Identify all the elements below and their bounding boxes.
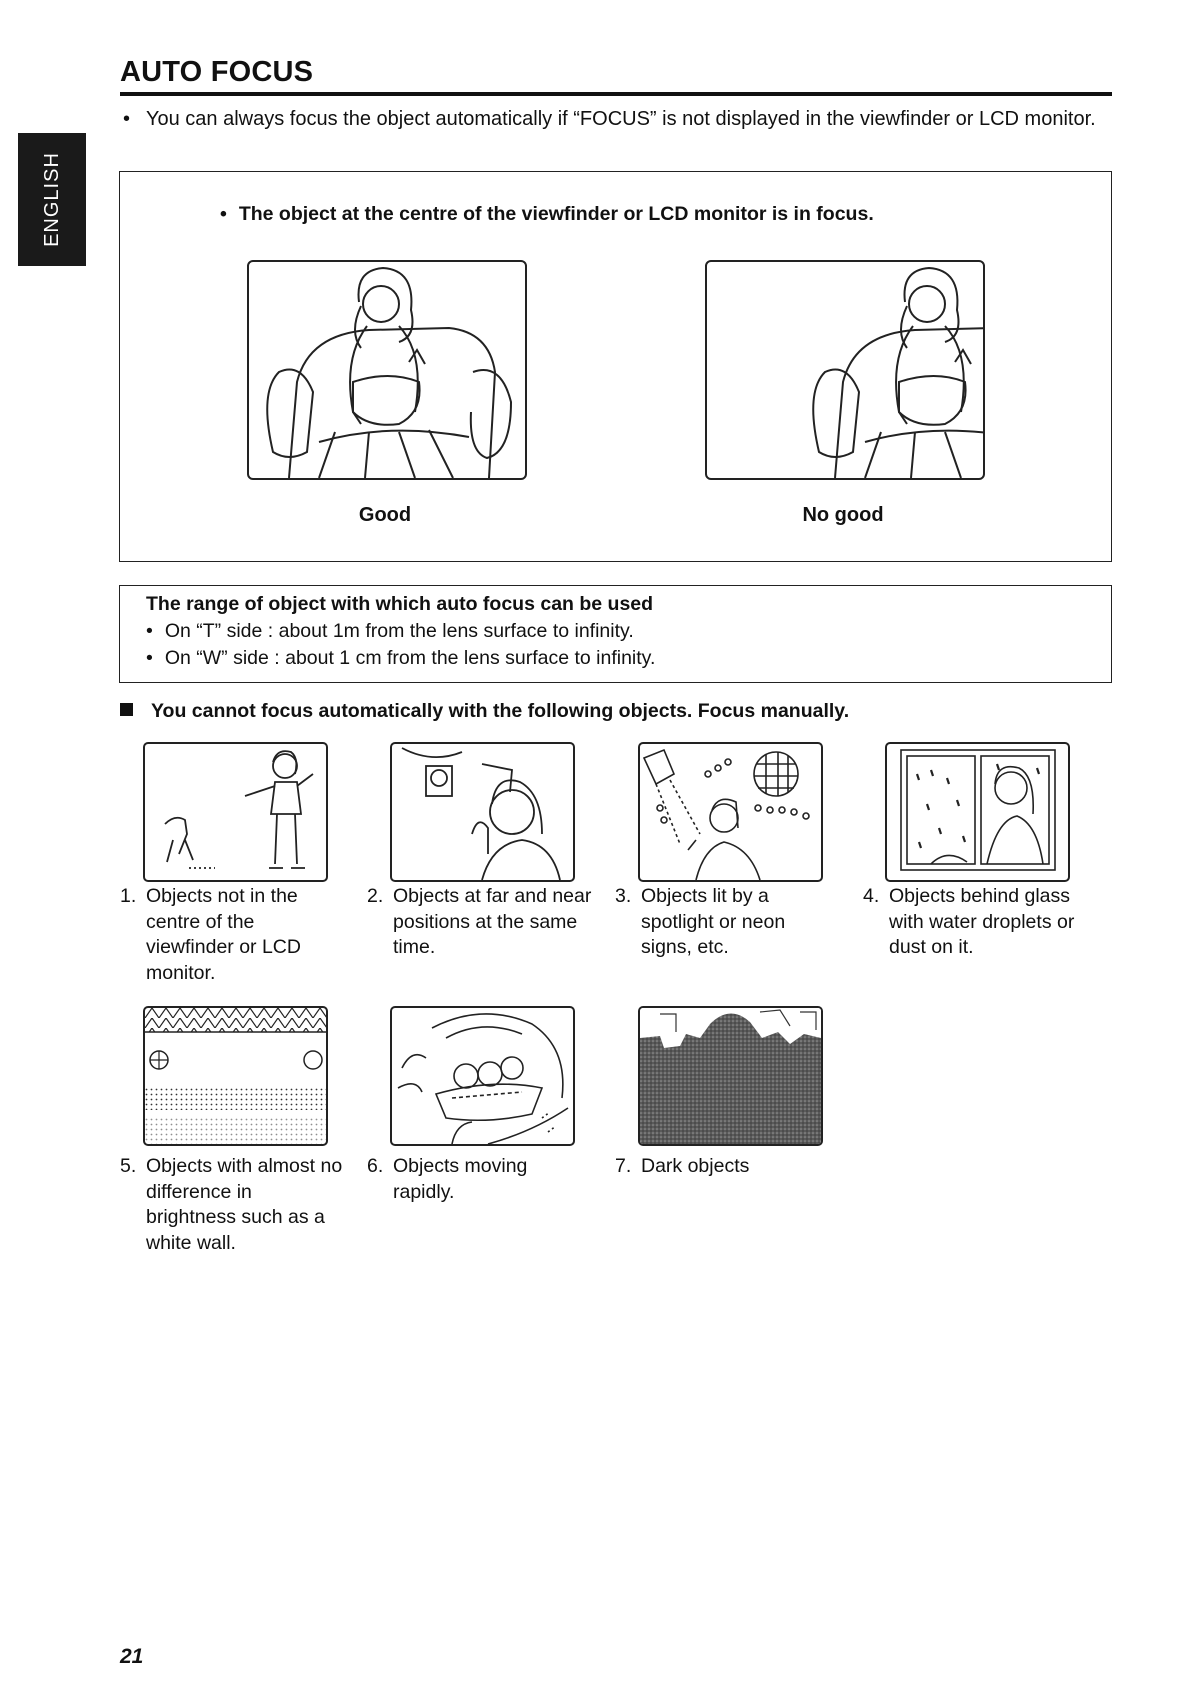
intro-text: You can always focus the object automatically if “FOCUS” is not displayed in the viewfinder or LCD monitor. xyxy=(146,108,1096,130)
good-caption: Good xyxy=(358,504,412,526)
case-4-illustration xyxy=(885,742,1070,882)
dark-scene-image xyxy=(640,1008,821,1144)
roller-coaster-image xyxy=(392,1008,573,1144)
bullet: • xyxy=(146,620,153,642)
range-line-t-text: On “T” side : about 1m from the lens surface to infinity. xyxy=(164,620,634,642)
case-6-text: Objects moving rapidly. xyxy=(393,1155,528,1203)
case-2-number: 2. xyxy=(367,885,384,907)
range-heading: The range of object with which auto focus can be used xyxy=(146,593,654,615)
case-2-illustration xyxy=(390,742,575,882)
page-number: 21 xyxy=(120,1645,144,1668)
white-wall-image xyxy=(145,1008,326,1144)
case-4-text: Objects behind glass with water droplets or dust on it. xyxy=(889,885,1075,958)
case-3-text: Objects lit by a spotlight or neon signs, etc. xyxy=(641,885,786,958)
case-7-illustration xyxy=(638,1006,823,1146)
intro-paragraph xyxy=(120,106,1141,132)
case-1-caption xyxy=(120,884,345,986)
off-centre-woman-image xyxy=(707,262,983,478)
case-2-caption xyxy=(367,884,592,961)
case-3-number: 3. xyxy=(615,885,632,907)
case-5-number: 5. xyxy=(120,1155,137,1177)
bullet: • xyxy=(146,647,153,669)
case-1-illustration xyxy=(143,742,328,882)
case-1-text: Objects not in the centre of the viewfinder or LCD monitor. xyxy=(146,885,301,984)
range-line-w-text: On “W” side : about 1 cm from the lens surface to infinity. xyxy=(164,647,656,669)
spotlight-and-disco-ball-image xyxy=(640,744,821,880)
case-7-number: 7. xyxy=(615,1155,632,1177)
case-4-number: 4. xyxy=(863,885,880,907)
case-5-text: Objects with almost no difference in brightness such as a white wall. xyxy=(146,1155,343,1254)
title-rule xyxy=(120,92,1112,96)
bullet: • xyxy=(123,108,131,130)
case-2-text: Objects at far and near positions at the same time. xyxy=(393,885,592,958)
case-3-illustration xyxy=(638,742,823,882)
girl-behind-wet-window-image xyxy=(887,744,1068,880)
girl-and-dog-image xyxy=(145,744,326,880)
case-5-illustration xyxy=(143,1006,328,1146)
case-7-caption xyxy=(615,1154,840,1180)
manual-focus-heading-text: You cannot focus automatically with the following objects. Focus manually. xyxy=(151,700,850,722)
case-4-caption xyxy=(863,884,1088,961)
case-6-caption xyxy=(367,1154,592,1205)
woman-in-armchair-image xyxy=(249,262,525,478)
no-good-caption: No good xyxy=(802,504,884,526)
manual-focus-heading xyxy=(120,700,849,723)
no-good-example-illustration xyxy=(705,260,985,480)
language-tab-label: ENGLISH xyxy=(40,152,63,247)
focus-range-box xyxy=(119,585,1112,683)
range-line-w xyxy=(146,647,655,670)
focus-example-box xyxy=(119,171,1112,562)
case-7-text: Dark objects xyxy=(641,1155,750,1177)
case-3-caption xyxy=(615,884,840,961)
good-example-illustration xyxy=(247,260,527,480)
language-tab xyxy=(18,133,86,266)
bullet: • xyxy=(220,203,227,225)
case-6-illustration xyxy=(390,1006,575,1146)
girl-with-near-and-far-objects-image xyxy=(392,744,573,880)
page-title: AUTO FOCUS xyxy=(120,56,314,88)
range-line-t xyxy=(146,620,634,643)
case-1-number: 1. xyxy=(120,885,137,907)
focus-note xyxy=(220,203,874,226)
focus-note-text: The object at the centre of the viewfinder or LCD monitor is in focus. xyxy=(238,203,874,225)
case-5-caption xyxy=(120,1154,345,1256)
case-6-number: 6. xyxy=(367,1155,384,1177)
square-bullet-icon xyxy=(120,703,133,716)
